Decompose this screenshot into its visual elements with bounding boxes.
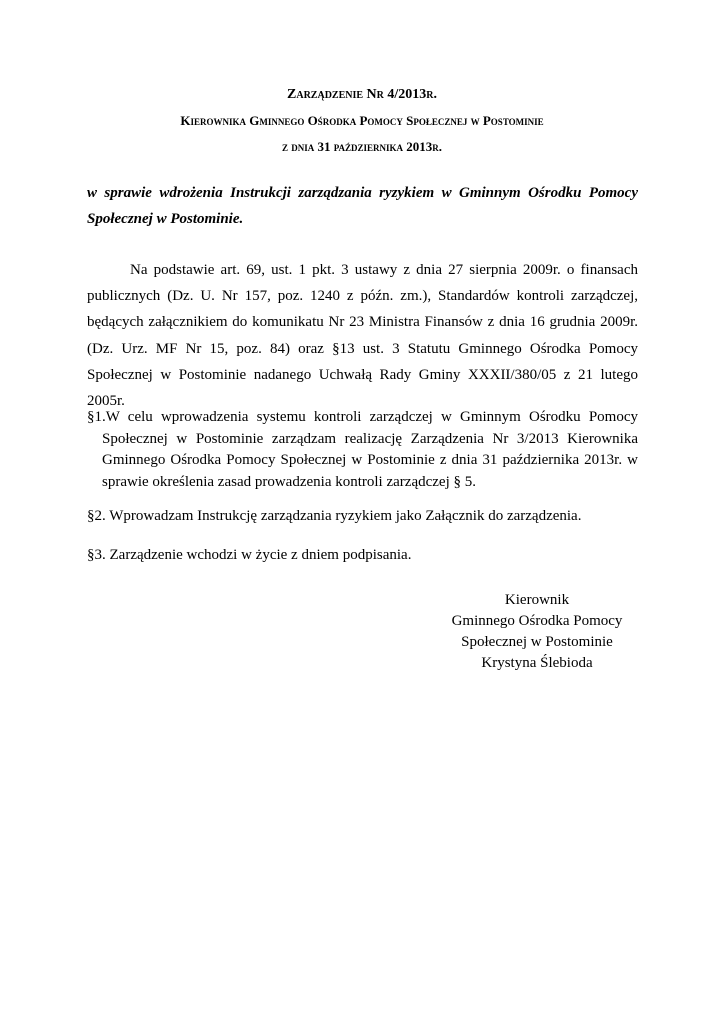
document-issuer: Kierownika Gminnego Ośrodka Pomocy Społecznej w Postominie xyxy=(180,113,544,128)
signature-name: Krystyna Ślebioda xyxy=(481,655,593,671)
paragraph-2: §2. Wprowadzam Instrukcję zarządzania ryzykiem jako Załącznik do zarządzenia. xyxy=(87,508,582,524)
legal-basis-paragraph: Na podstawie art. 69, ust. 1 pkt. 3 ustawy z dnia 27 sierpnia 2009r. o finansach publicznych (Dz. U. Nr 157, poz. 1240 z późn. zm.), Standardów kontroli zarządczej, będących załącznikiem do komunikatu Nr 23 Ministra Finansów z dnia 16 grudnia 2009r. (Dz. Urz. MF Nr 15, poz. 84) oraz §13 ust. 3 Statutu Gminnego Ośrodka Pomocy Społecznej w Postominie nadanego Uchwałą Rady Gminy XXXII/380/05 z 21 lutego 2005r. xyxy=(87,262,638,410)
document-title: Zarządzenie Nr 4/2013r. xyxy=(287,87,437,102)
signature-institution-line-2: Społecznej w Postominie xyxy=(461,634,613,650)
signature-institution-line-1: Gminnego Ośrodka Pomocy xyxy=(451,613,623,629)
paragraph-1: §1.W celu wprowadzenia systemu kontroli zarządczej w Gminnym Ośrodku Pomocy Społecznej w Postominie zarządzam realizację Zarządzenia Nr 3/2013 Kierownika Gminnego Ośrodka Pomocy Społecznej w Postominie z dnia 31 października 2013r. w sprawie określenia zasad prowadzenia kontroli zarządczej § 5. xyxy=(87,409,638,490)
signature-block xyxy=(437,590,637,674)
document-subject: w sprawie wdrożenia Instrukcji zarządzania ryzykiem w Gminnym Ośrodku Pomocy Społecznej w Postominie. xyxy=(87,185,638,227)
paragraph-3: §3. Zarządzenie wchodzi w życie z dniem podpisania. xyxy=(87,547,412,563)
signature-position: Kierownik xyxy=(504,592,570,608)
document-date: z dnia 31 października 2013r. xyxy=(281,139,443,154)
